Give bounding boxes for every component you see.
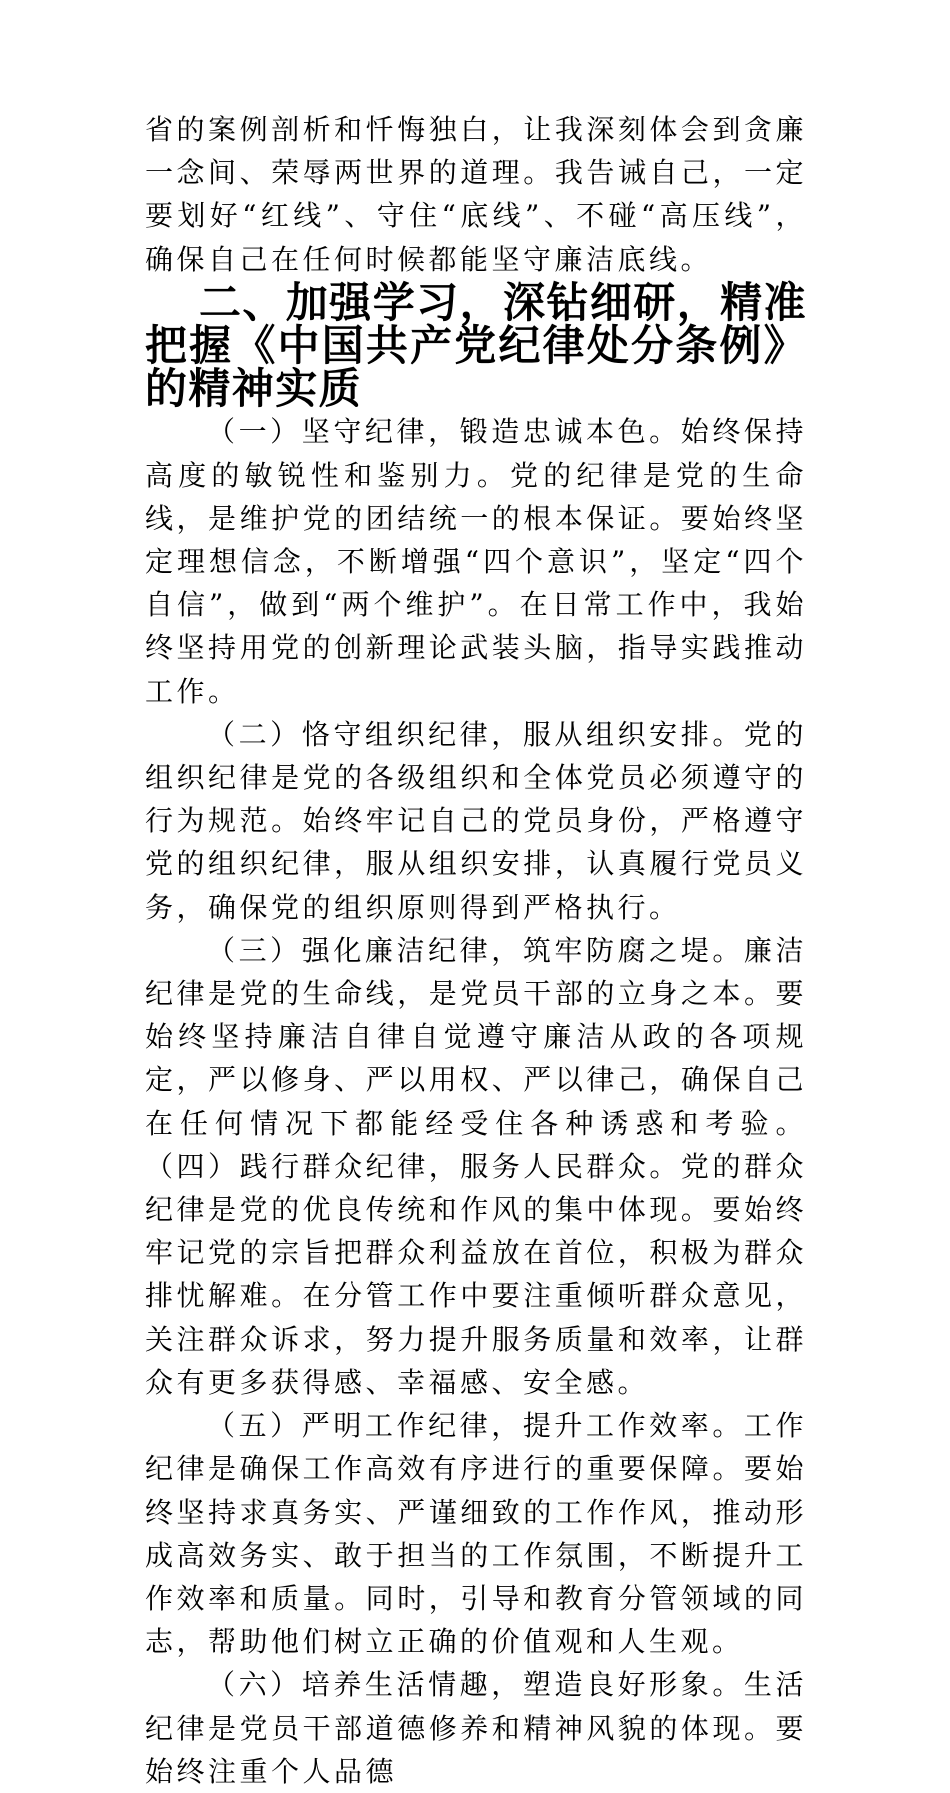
paragraph-item-three-four: （三）强化廉洁纪律，筑牢防腐之堤。廉洁纪律是党的生命线，是党员干部的立身之本。要始终坚持廉洁自律自觉遵守廉洁从政的各项规定，严以修身、严以用权、严以律己，确保自己在任何情况下都能经受住各种诱惑和考验。（四）践行群众纪律，服务人民群众。党的群众纪律是党的优良传统和作风的集中体现。要始终牢记党的宗旨把群众利益放在首位，积极为群众排忧解难。在分管工作中要注重倾听群众意见，关注群众诉求，努力提升服务质量和效率，让群众有更多获得感、幸福感、安全感。 — [145, 933, 807, 1399]
document-page — [145, 108, 807, 1793]
paragraph-item-one: （一）坚守纪律，锻造忠诚本色。始终保持高度的敏锐性和鉴别力。党的纪律是党的生命线，是维护党的团结统一的根本保证。要始终坚定理想信念，不断增强“四个意识”，坚定“四个自信”，做到“两个维护”。在日常工作中，我始终坚持用党的创新理论武装头脑，指导实践推动工作。 — [145, 415, 807, 708]
paragraph-item-two: （二）恪守组织纪律，服从组织安排。党的组织纪律是党的各级组织和全体党员必须遵守的行为规范。始终牢记自己的党员身份，严格遵守党的组织纪律，服从组织安排，认真履行党员义务，确保党的组织原则得到严格执行。 — [145, 717, 807, 924]
paragraph-item-six: （六）培养生活情趣，塑造良好形象。生活纪律是党员干部道德修养和精神风貌的体现。要始终注重个人品德 — [145, 1668, 807, 1788]
paragraph-item-five: （五）严明工作纪律，提升工作效率。工作纪律是确保工作高效有序进行的重要保障。要始终坚持求真务实、严谨细致的工作作风，推动形成高效务实、敢于担当的工作氛围，不断提升工作效率和质量。同时，引导和教育分管领域的同志，帮助他们树立正确的价值观和人生观。 — [145, 1409, 807, 1659]
section-heading-two: 二、加强学习，深钻细研，精准把握《中国共产党纪律处分条例》的精神实质 — [145, 277, 807, 414]
paragraph-intro-continuation: 省的案例剖析和忏悔独白，让我深刻体会到贪廉一念间、荣辱两世界的道理。我告诫自己，一定要划好“红线”、守住“底线”、不碰“高压线”，确保自己在任何时候都能坚守廉洁底线。 — [145, 113, 807, 276]
